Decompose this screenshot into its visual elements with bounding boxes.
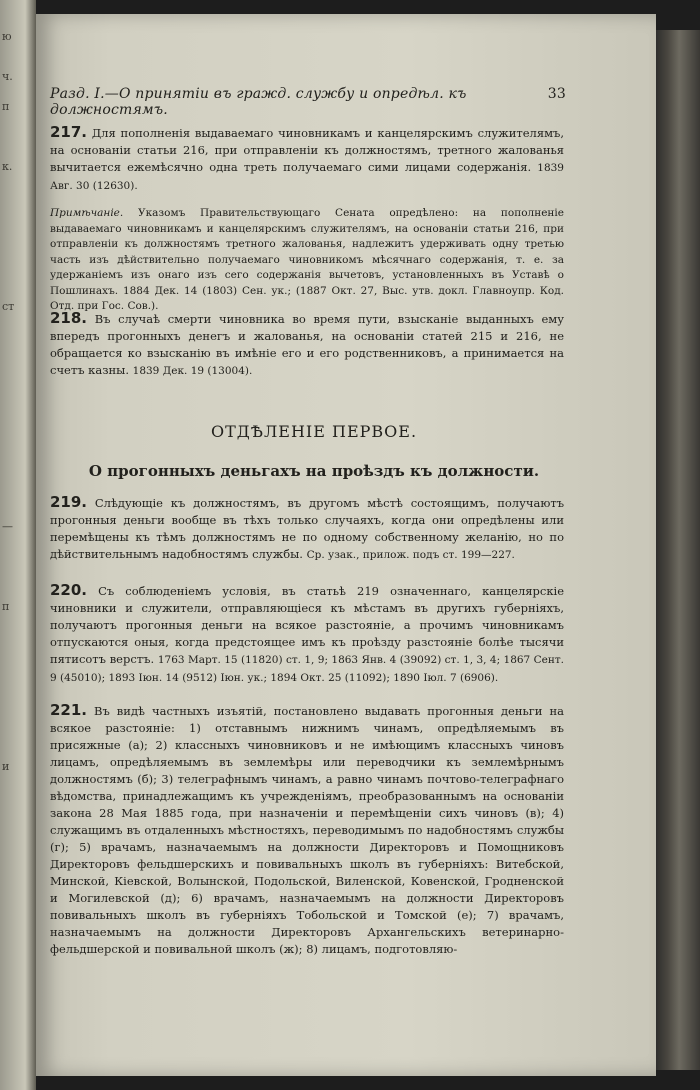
article-text: Съ соблюденіемъ условія, въ статьѣ 219 означеннаго, канцелярскіе чиновники и служители, отправляющіеся къ мѣстамъ въ другихъ губерніяхъ, получаютъ прогонныя деньги на всякое разстояніе, а прочимъ чиновникамъ отпускаются оныя, когда предстоящее имъ къ проѣзду разстояніе болѣе тысячи пятисотъ верстъ. (50, 584, 565, 666)
article-number: 217. (50, 123, 88, 141)
left-page-fragment: п (2, 600, 10, 613)
section-subtitle: О прогонныхъ деньгахъ на проѣздъ къ должности. (88, 462, 540, 480)
article-number: 218. (50, 309, 88, 327)
article-citation: 1763 Март. 15 (11820) ст. 1, 9; 1863 Янв. 4 (39092) ст. 1, 3, 4; 1867 Сент. 9 (45010); 1893 Іюн. 14 (9512) Іюн. ук.; 1894 Окт. 25 (11092); 1890 Іюл. 7 (6906). (50, 654, 565, 684)
book-page (36, 14, 656, 1076)
running-header (50, 86, 566, 118)
article-citation: 1839 Авг. 30 (12630). (50, 162, 564, 192)
article-citation: 1839 Дек. 19 (13004). (132, 365, 253, 377)
left-page-fragment: ю (2, 30, 12, 43)
note-block (50, 206, 564, 315)
article-text: Слѣдующіе къ должностямъ, въ другомъ мѣстѣ состоящимъ, получаютъ прогонныя деньги вообще въ тѣхъ только случаяхъ, когда они опредѣлены или перемѣщены къ тѣмъ должностямъ не по одному собственному желанію, но по дѣйствительнымъ надобностямъ службы. (50, 496, 565, 561)
left-page-fragment: к. (2, 160, 13, 173)
section-title: ОТДѢЛЕНІЕ ПЕРВОЕ. (210, 422, 418, 441)
article-number: 220. (50, 581, 88, 599)
article-text: Въ видѣ частныхъ изъятій, постановлено выдавать прогонныя деньги на всякое разстояніе: 1) отставнымъ нижнимъ чинамъ, опредѣляемымъ въ присяжные (а); 2) классныхъ чиновниковъ и не имѣющимъ классныхъ чиновъ лицамъ, опредѣляемымъ въ землемѣры или переводчики къ землемѣрнымъ должностямъ (б); 3) телеграфнымъ чинамъ, а равно чинамъ почтово-телеграфнаго вѣдомства, принадлежащимъ къ учрежденіямъ, преобразованнымъ на основаніи закона 28 Мая 1885 года, при назначеніи и перемѣщеніи сихъ чиновъ (в); 4) служащимъ въ отдаленныхъ мѣстностяхъ, переводимымъ по надобностямъ службы (г); 5) врачамъ, назначаемымъ на должности Директоровъ и Помощниковъ Директоровъ фельдшерскихъ и повивальныхъ школъ въ губерніяхъ: Витебской, Минской, Кіевской, Волынской, Подольской, Виленской, Ковенской, Гродненской и Могилевской (д); 6) врачамъ, назначаемымъ на должности Директоровъ повивальныхъ школъ въ губерніяхъ Тобольской и Томской (е); 7) врачамъ, назначаемымъ на должности Директоровъ Архангельскихъ ветеринарно-фельдшерской и повивальной школъ (ж); 8) лицамъ, подготовляю- (50, 704, 564, 956)
left-page-fragment: ч. (2, 70, 13, 83)
header-title: Разд. I.—О принятіи въ гражд. службу и опредѣл. къ должностямъ. (50, 86, 467, 118)
article-217 (50, 124, 564, 195)
left-page-fragment: ст (2, 300, 15, 313)
article-text: Для пополненія выдаваемаго чиновникамъ и канцелярскимъ служителямъ, на основаніи статьи 216, при отправленіи къ должностямъ, третного жалованья вычитается ежемѣсячно одна треть получаемаго сими лицами содержанія. (50, 126, 565, 174)
article-number: 219. (50, 493, 88, 511)
article-number: 221. (50, 701, 88, 719)
article-219 (50, 494, 564, 564)
left-page-fragment: — (2, 520, 13, 533)
article-citation: Ср. узак., прилож. подъ ст. 199—227. (306, 549, 515, 561)
left-page-edge (0, 0, 36, 1090)
page-number: 33 (547, 86, 566, 102)
book-edge (654, 30, 700, 1070)
article-218 (50, 310, 564, 380)
note-lead: Примѣчаніе. (50, 207, 124, 219)
note-text: Указомъ Правительствующаго Сената опредѣлено: на пополненіе выдаваемаго чиновникамъ и канцелярскимъ служителямъ, на основаніи статьи 216, при отправленіи къ должностямъ третного жалованья, надлежитъ удерживать одну третью часть изъ дѣйствительно получаемаго чиновникомъ мѣсячнаго содержанія, т. е. за удержаніемъ изъ онаго изъ сего содержанія вычетовъ, установленныхъ въ Уставѣ о Пошлинахъ. 1884 Дек. 14 (1803) Сен. ук.; (1887 Окт. 27, Выс. утв. докл. Главноупр. Код. Отд. при Гос. Сов.). (50, 207, 565, 312)
article-220 (50, 582, 564, 687)
article-text: Въ случаѣ смерти чиновника во время пути, взысканіе выданныхъ ему впередъ прогонныхъ денегъ и жалованья, на основаніи статей 215 и 216, не обращается ко взысканію въ имѣніе его и его родственниковъ, а принимается на счетъ казны. (50, 312, 565, 377)
article-221 (50, 702, 564, 958)
left-page-fragment: п (2, 100, 10, 113)
left-page-fragment: и (2, 760, 10, 773)
